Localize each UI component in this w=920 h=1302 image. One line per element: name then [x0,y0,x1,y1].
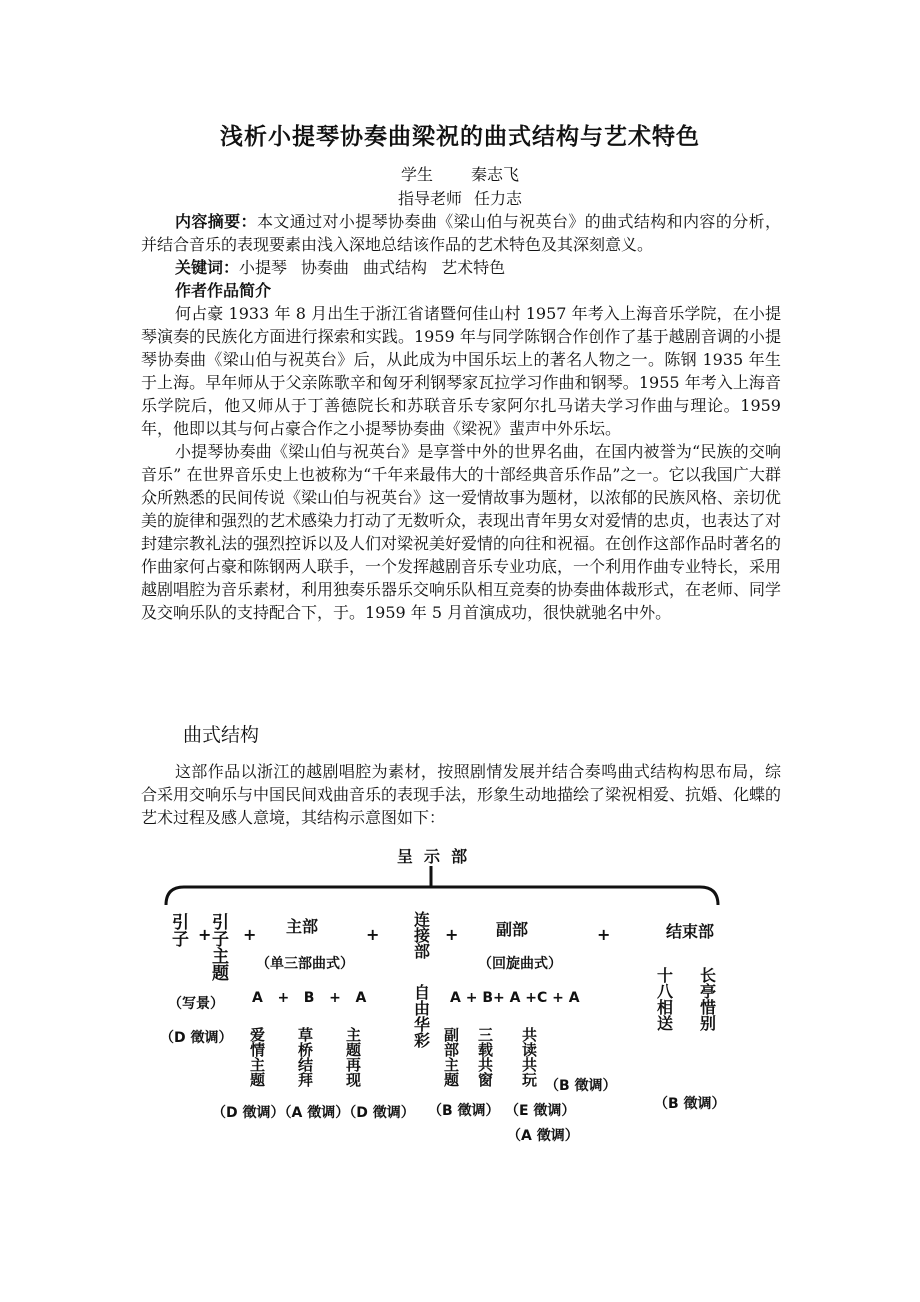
plus-sign: + [597,925,611,944]
intro-theme-char-2: 子 [212,930,229,950]
main-sub-bridge-oath: 草桥结拜 [298,1026,314,1089]
abstract-text: 本文通过对小提琴协奏曲《梁山伯与祝英台》的曲式结构和内容的分析，并结合音乐的表现要素由浅入深地总结该作品的艺术特色及其深刻意义。 [141,212,781,254]
keyword: 协奏曲 [301,258,350,277]
plus-sign: + [198,925,212,944]
intro-key: （D 徵调） [160,1030,233,1046]
keyword: 艺术特色 [441,258,506,277]
main-section-keys: （D 徵调）（A 徵调）（D 徵调） [212,1105,415,1121]
sub-key-e: （E 徵调） [505,1103,576,1119]
main-section-aba: A + B + A [252,990,367,1006]
intro-paragraph-1: 何占豪 1933 年 8 月出生于浙江省诸暨何佳山村 1957 年考入上海音乐学院，在小提琴演奏的民族化方面进行探索和实践。1959 年与同学陈钢合作创作了基于越剧音调的小提琴协奏曲《梁山伯与祝英台》后，从此成为中国乐坛上的著名人物之一。陈钢 1935 年生于上海。早年师从于父亲陈歌辛和匈牙利钢琴家瓦拉学习作曲和钢琴。1955 年考入上海音乐学院后，他又师从于丁善德院长和苏联音乐专家阿尔扎马诺夫学习作曲与理论。1959 年，他即以其与何占豪合作之小提琴协奏曲《梁祝》蜚声中外乐坛。 [141,304,781,438]
link-section-label: 连接部 [414,910,431,961]
plus-sign: + [445,925,459,944]
plus-sign: + [243,925,257,944]
intro-label-char-1: 引 [172,913,189,933]
ending-sub-farewell: 十八相送 [657,966,674,1033]
diagram-top-label: 呈 示 部 [396,847,468,866]
intro-label [172,912,189,950]
ending-section-label: 结束部 [665,922,715,941]
student-label: 学生 [400,165,433,184]
sub-section-label: 副部 [495,920,529,939]
intro-theme-char-3: 主 [212,947,229,967]
abstract-label: 内容摘要： [175,212,257,231]
page-title: 浅析小提琴协奏曲梁祝的曲式结构与艺术特色 [220,124,700,150]
main-section-form: （单三部曲式） [256,956,354,972]
advisor-label: 指导老师 [397,189,462,208]
keyword: 小提琴 [239,258,288,277]
intro-theme-char-1: 引 [212,913,229,933]
advisor-name: 任力志 [474,189,523,208]
section-paragraph: 这部作品以浙江的越剧唱腔为素材，按照剧情发展并结合奏鸣曲式结构构思布局，综合采用交响乐与中国民间戏曲音乐的表现手法，形象生动地描绘了梁祝相爱、抗婚、化蝶的艺术过程及感人意境，其结构示意图如下： [141,762,782,827]
keyword: 曲式结构 [363,258,428,277]
sub-sub-three-years: 三载共窗 [478,1026,494,1089]
sub-sub-study-play: 共读共玩 [522,1026,538,1089]
sub-key-b2: （B 徵调） [545,1078,617,1094]
brace [166,866,718,905]
sub-section-form: （回旋曲式） [478,956,562,972]
sub-key-b: （B 徵调） [428,1103,500,1119]
ending-key: （B 徵调） [654,1096,726,1112]
sub-sub-theme: 副部主题 [444,1026,460,1089]
main-section-label: 主部 [285,917,319,936]
intro-theme-label [212,912,229,984]
ending-sub-pavilion: 长亭惜别 [700,966,717,1033]
keywords-label: 关键词： [175,258,240,277]
section-heading: 曲式结构 [183,724,260,746]
intro-label-char-2: 子 [172,930,189,950]
sub-section-rondo: A + B+ A +C + A [450,990,580,1006]
main-sub-reprise: 主题再现 [346,1026,362,1089]
intro-theme-char-4: 题 [212,964,229,984]
plus-sign: + [366,925,380,944]
intro-heading: 作者作品简介 [175,281,272,300]
intro-paragraph-2: 小提琴协奏曲《梁山伯与祝英台》是享誉中外的世界名曲，在国内被誉为“民族的交响音乐” 在世界音乐史上也被称为“千年来最伟大的十部经典音乐作品”之一。它以我国广大群众所熟悉的民间传说《梁山伯与祝英台》这一爱情故事为题材，以浓郁的民族风格、亲切优美的旋律和强烈的艺术感染力打动了无数听众，表现出青年男女对爱情的忠贞，也表达了对封建宗教礼法的强烈控诉以及人们对梁祝美好爱情的向往和祝福。在创作这部作品时著名的作曲家何占豪和陈钢两人联手，一个发挥越剧音乐专业功底，一个利用作曲专业特长，采用越剧唱腔为音乐素材，利用独奏乐器乐交响乐队相互竞奏的协奏曲体裁形式，在老师、同学及交响乐队的支持配合下，于。1959 年 5 月首演成功，很快就驰名中外。 [141,442,782,622]
sub-key-a: （A 徵调） [507,1128,579,1144]
scenery-label: （写景） [168,996,224,1012]
main-sub-love-theme: 爱情主题 [250,1026,266,1089]
student-name: 秦志飞 [471,165,520,184]
free-cadenza: 自由华彩 [414,983,431,1050]
